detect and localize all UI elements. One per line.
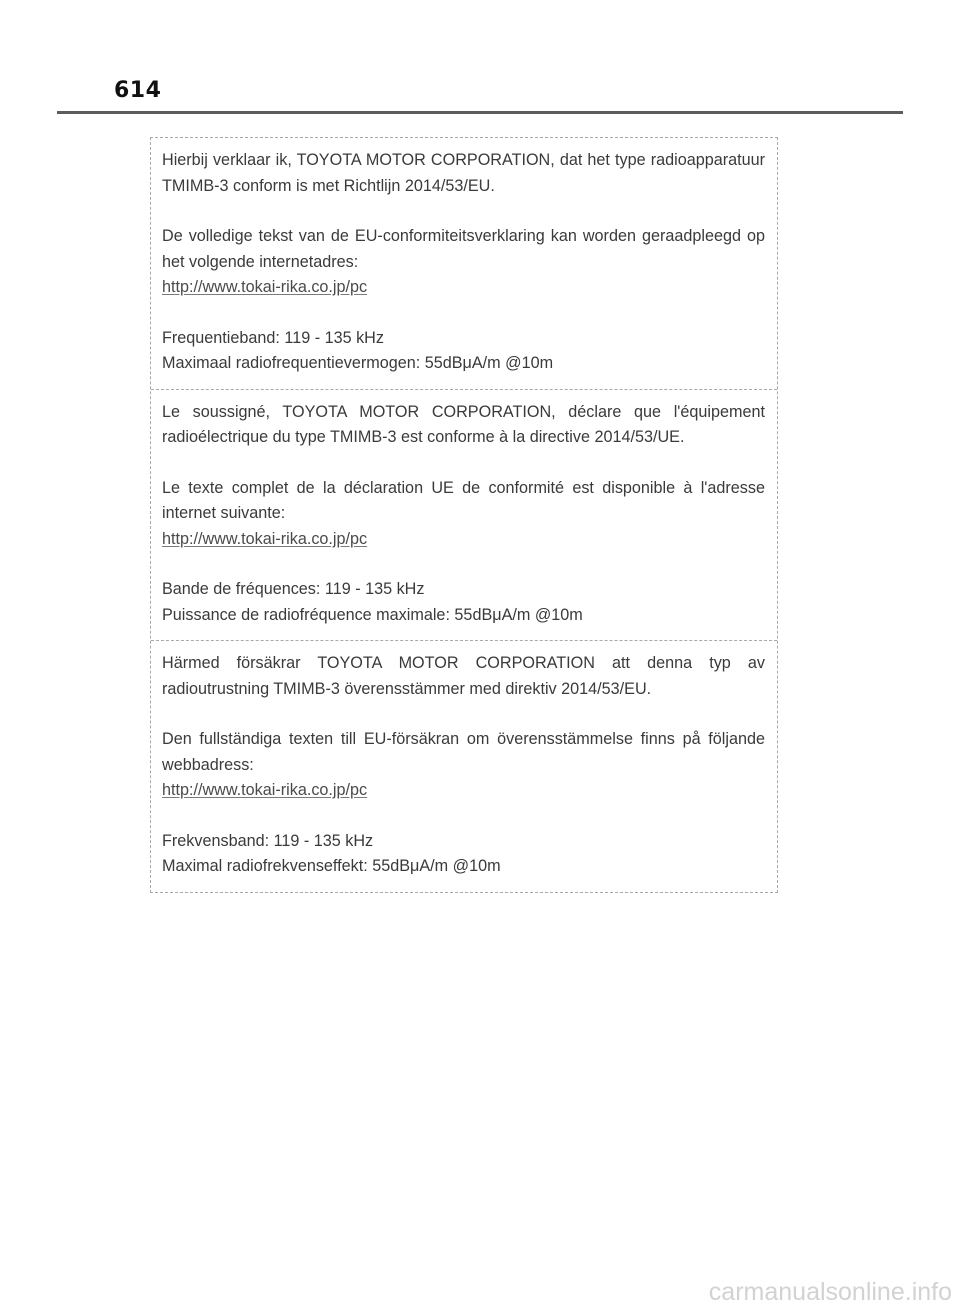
- declaration-box: [150, 137, 778, 893]
- max-power: Puissance de radiofréquence maximale: 55dBμA/m @10m: [162, 605, 583, 624]
- spec-block: [162, 577, 765, 628]
- header-rule: [57, 111, 903, 114]
- declaration-text: Le soussigné, TOYOTA MOTOR CORPORATION, déclare que l'équipement radioélectrique du type TMIMB-3 est conforme à la directive 2014/53/UE.: [162, 402, 765, 446]
- declaration-url-link[interactable]: http://www.tokai-rika.co.jp/pc: [162, 278, 368, 296]
- declaration-text: Hierbij verklaar ik, TOYOTA MOTOR CORPORATION, dat het type radioapparatuur TMIMB-3 conform is met Richtlijn 2014/53/EU.: [162, 151, 765, 195]
- declaration-section-french: [151, 389, 777, 641]
- spec-block: [162, 326, 765, 377]
- spec-block: [162, 829, 765, 880]
- declaration-url-link[interactable]: http://www.tokai-rika.co.jp/pc: [162, 529, 368, 548]
- declaration-section-swedish: [151, 640, 777, 892]
- site-watermark: carmanualsonline.info: [708, 1278, 952, 1306]
- max-power: Maximaal radiofrequentievermogen: 55dBμA/m @10m: [162, 354, 554, 372]
- availability-text: Le texte complet de la déclaration UE de conformité est disponible à l'adresse internet suivante:: [162, 478, 765, 522]
- declaration-url-link[interactable]: http://www.tokai-rika.co.jp/pc: [162, 781, 368, 799]
- availability-text: De volledige tekst van de EU-conformiteitsverklaring kan worden geraadpleegd op het volgende internetadres:: [162, 227, 765, 271]
- declaration-section-dutch: [151, 138, 777, 389]
- declaration-text: Härmed försäkrar TOYOTA MOTOR CORPORATION att denna typ av radioutrustning TMIMB-3 överensstämmer med direktiv 2014/53/EU.: [162, 654, 765, 698]
- availability-text: Den fullständiga texten till EU-försäkran om överensstämmelse finns på följande webbadress:: [162, 730, 765, 774]
- frequency-band: Frequentieband: 119 - 135 kHz: [162, 328, 384, 347]
- page-number: 614: [114, 78, 162, 103]
- max-power: Maximal radiofrekvenseffekt: 55dBμA/m @10m: [162, 857, 501, 875]
- frequency-band: Frekvensband: 119 - 135 kHz: [162, 831, 374, 850]
- frequency-band: Bande de fréquences: 119 - 135 kHz: [162, 580, 425, 598]
